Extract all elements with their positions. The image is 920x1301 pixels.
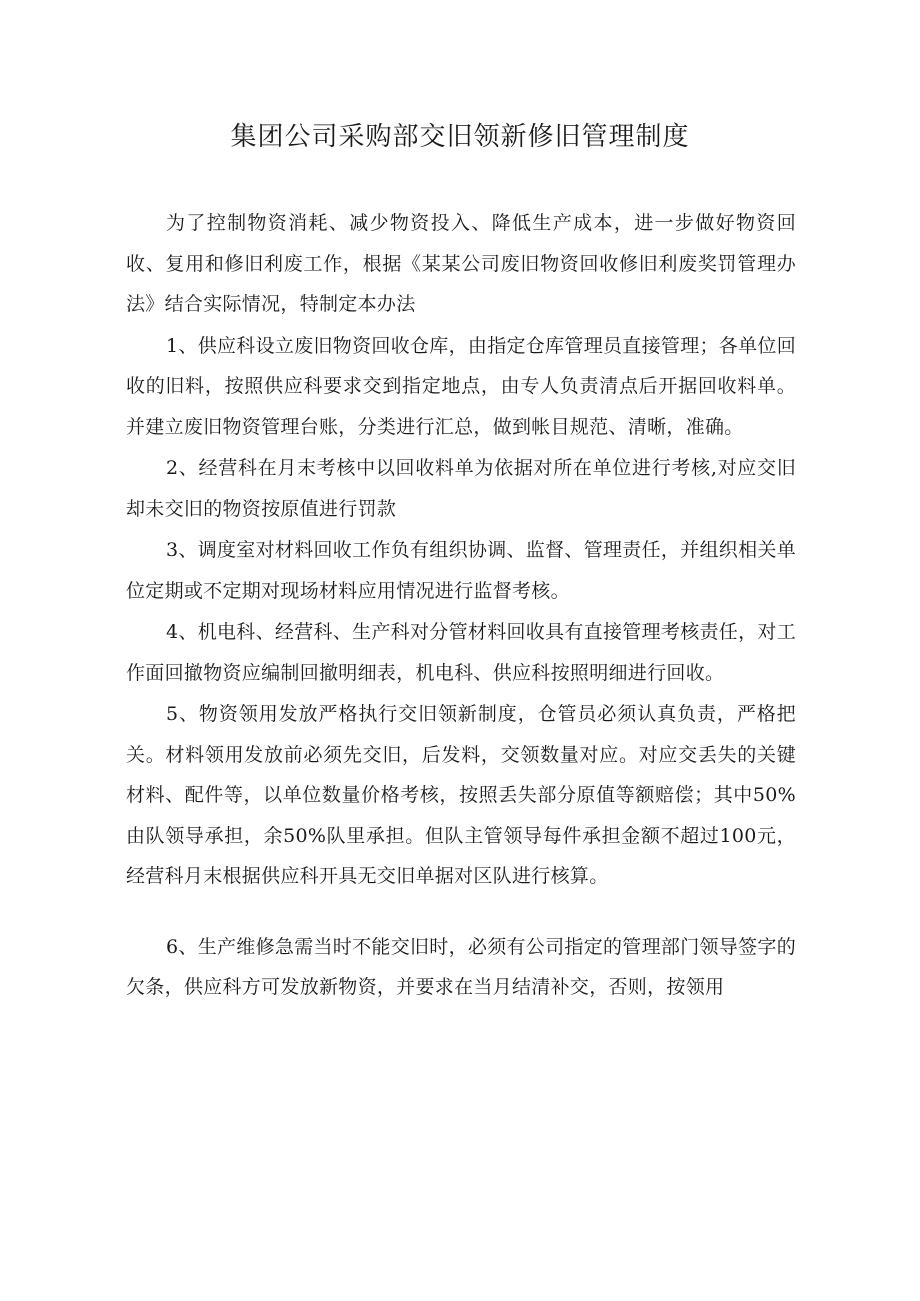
clause-1-paragraph: 1、供应科设立废旧物资回收仓库，由指定仓库管理员直接管理；各单位回收的旧料，按照供应科要求交到指定地点，由专人负责清点后开据回收料单。并建立废旧物资管理台账，分类进行汇总，做到帐目规范、清晰，准确。 [126, 334, 796, 438]
clause-3-paragraph: 3、调度室对材料回收工作负有组织协调、监督、管理责任，并组织相关单位定期或不定期对现场材料应用情况进行监督考核。 [126, 539, 796, 602]
intro-paragraph: 为了控制物资消耗、减少物资投入、降低生产成本，进一步做好物资回收、复用和修旧利废工作，根据《某某公司废旧物资回收修旧利废奖罚管理办法》结合实际情况，特制定本办法 [126, 212, 796, 315]
clause-4-paragraph: 4、机电科、经营科、生产科对分管材料回收具有直接管理考核责任，对工作面回撤物资应编制回撤明细表，机电科、供应科按照明细进行回收。 [126, 621, 796, 684]
clause-5-paragraph: 5、物资领用发放严格执行交旧领新制度，仓管员必须认真负责，严格把关。材料领用发放前必须先交旧，后发料，交领数量对应。对应交丢失的关键材料、配件等，以单位数量价格考核，按照丢失部分原值等额赔偿；其中50%由队领导承担，余50%队里承担。但队主管领导每件承担金额不超过100元，经营科月末根据供应科开具无交旧单据对区队进行核算。 [126, 703, 796, 887]
clause-6-paragraph: 6、生产维修急需当时不能交旧时，必须有公司指定的管理部门领导签字的欠条，供应科方可发放新物资，并要求在当月结清补交，否则，按领用 [126, 935, 796, 998]
document-body [126, 203, 796, 1008]
clause-2-paragraph: 2、经营科在月末考核中以回收料单为依据对所在单位进行考核,对应交旧却未交旧的物资按原值进行罚款 [126, 457, 796, 520]
document-title: 集团公司采购部交旧领新修旧管理制度 [230, 122, 690, 152]
